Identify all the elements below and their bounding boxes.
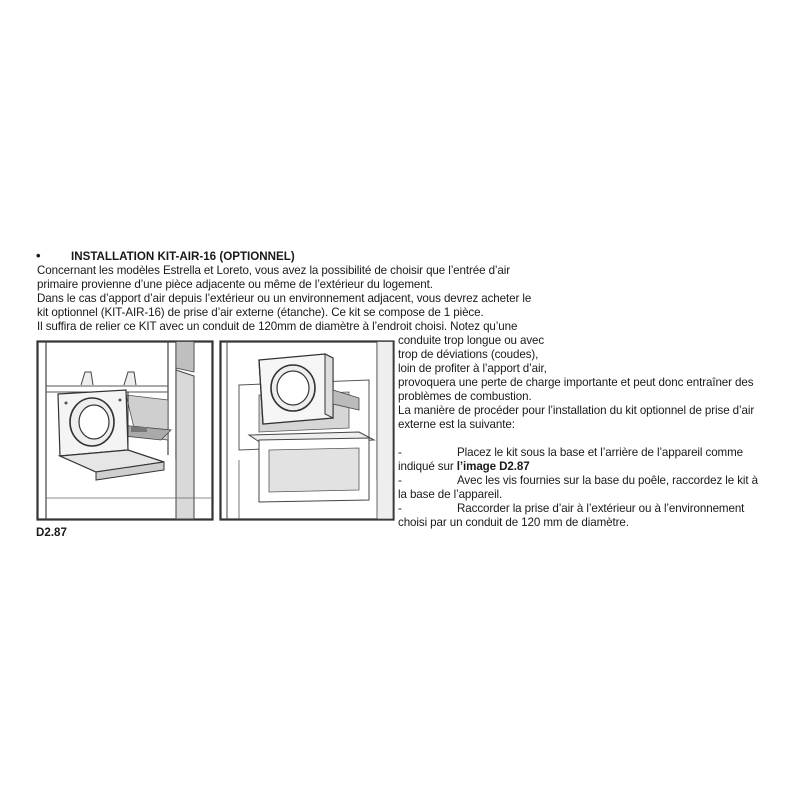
left-installation-illustration: [36, 340, 214, 521]
step-3-line-1: Raccorder la prise d’air à l’extérieur ou à l’environnement: [457, 502, 745, 515]
step-2-line-2: la base de l’appareil.: [398, 488, 503, 501]
step-1-text: indiqué sur: [398, 460, 457, 473]
side-line: provoquera une perte de charge importante et peut donc entraîner des: [398, 376, 754, 389]
step-dash: -: [398, 446, 402, 459]
intro-line: Concernant les modèles Estrella et Loreto, vous avez la possibilité de choisir que l’entrée d’air: [37, 264, 510, 277]
side-line: La manière de procéder pour l’installation du kit optionnel de prise d’air: [398, 404, 755, 417]
intro-line: primaire provienne d’une pièce adjacente ou même de l’extérieur du logement.: [37, 278, 433, 291]
bullet-marker: •: [36, 248, 41, 263]
step-dash: -: [398, 502, 402, 515]
intro-line: kit optionnel (KIT-AIR-16) de prise d’air externe (étanche). Ce kit se compose de 1 pièce.: [37, 306, 484, 319]
side-line: conduite trop longue ou avec: [398, 334, 545, 347]
step-2-line-1: Avec les vis fournies sur la base du poêle, raccordez le kit à: [457, 474, 758, 487]
side-line: externe est la suivante:: [398, 418, 515, 431]
intro-line: Il suffira de relier ce KIT avec un conduit de 120mm de diamètre à l’endroit choisi. Notez qu’une: [37, 320, 518, 333]
image-reference: l’image D2.87: [456, 460, 530, 473]
step-3-line-2: choisi par un conduit de 120 mm de diamètre.: [398, 516, 629, 529]
intro-line: Dans le cas d’apport d’air depuis l’extérieur ou un environnement adjacent, vous devrez acheter le: [37, 292, 532, 305]
section-heading: INSTALLATION KIT-AIR-16 (OPTIONNEL): [71, 250, 295, 263]
right-installation-illustration: [219, 340, 395, 521]
figure-caption: D2.87: [36, 526, 67, 539]
step-1-line-1: Placez le kit sous la base et l’arrière de l’appareil comme: [457, 446, 744, 459]
side-line: loin de profiter à l’apport d’air,: [398, 362, 547, 375]
side-line: problèmes de combustion.: [398, 390, 532, 403]
side-line: trop de déviations (coudes),: [398, 348, 539, 361]
step-1-line-2: [398, 460, 530, 474]
step-dash: -: [398, 474, 402, 487]
